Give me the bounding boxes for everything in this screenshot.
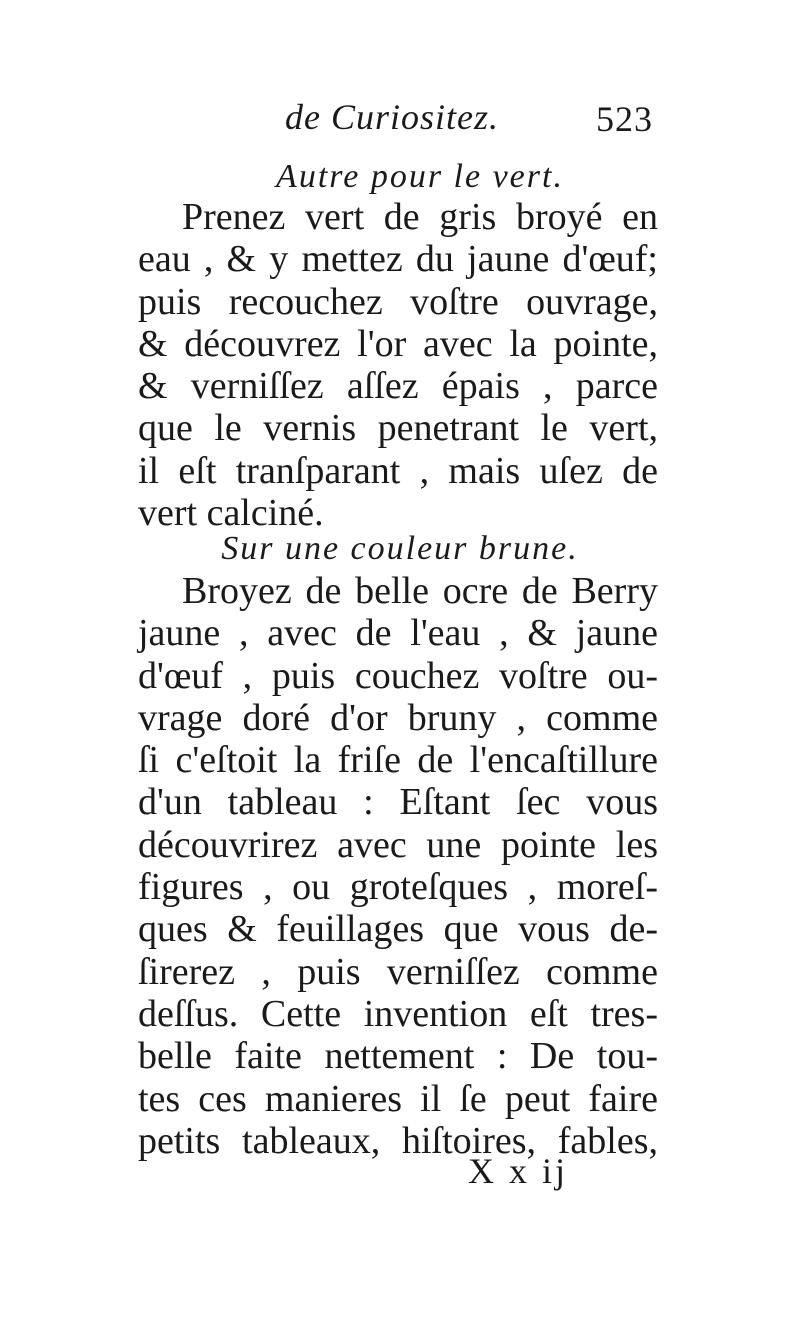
text-line: d'un tableau : Eſtant ſec vous (138, 781, 658, 824)
text-line: Broyez de belle ocre de Berry (182, 570, 658, 612)
text-line: belle faite nettement : De tou- (138, 1035, 658, 1078)
section-heading-brown: Sur une couleur brune. (221, 530, 579, 567)
signature-mark: X x ij (468, 1151, 569, 1191)
text-line: vert calciné. (138, 492, 324, 535)
text-line: d'œuf , puis couchez voſtre ou- (138, 654, 658, 697)
text-line: deſſus. Cette invention eſt tres- (138, 992, 658, 1035)
section-text-brown (138, 570, 658, 1162)
text-line: il eſt tranſparant , mais uſez de (138, 449, 658, 492)
text-line: ques & feuillages que vous de- (138, 908, 658, 951)
page-header (135, 96, 665, 156)
text-line: découvrirez avec une pointe les (138, 823, 658, 866)
text-line: ſi c'eſtoit la friſe de l'encaſtillure (138, 739, 658, 782)
text-line: eau , & y mettez du jaune d'œuf; (138, 238, 658, 281)
section-heading-green: Autre pour le vert. (276, 158, 564, 195)
text-line: petits tableaux, hiſtoires, fables, (138, 1119, 658, 1162)
text-line: vrage doré d'or bruny , comme (138, 696, 658, 739)
section-text-green (138, 196, 658, 534)
text-line: & découvrez l'or avec la pointe, (138, 322, 658, 365)
text-line: ſirerez , puis verniſſez comme (138, 950, 658, 993)
page-number: 523 (596, 99, 653, 139)
running-head: de Curiositez. (285, 97, 500, 137)
text-line: jaune , avec de l'eau , & jaune (138, 612, 658, 655)
text-line: que le vernis penetrant le vert, (138, 407, 658, 450)
text-line: puis recouchez voſtre ouvrage, (138, 280, 658, 323)
text-line: tes ces manieres il ſe peut faire (138, 1077, 658, 1120)
text-line: figures , ou groteſques , moreſ- (138, 866, 658, 909)
text-line: & verniſſez aſſez épais , parce (138, 365, 658, 408)
text-line: Prenez vert de gris broyé en (182, 196, 658, 238)
